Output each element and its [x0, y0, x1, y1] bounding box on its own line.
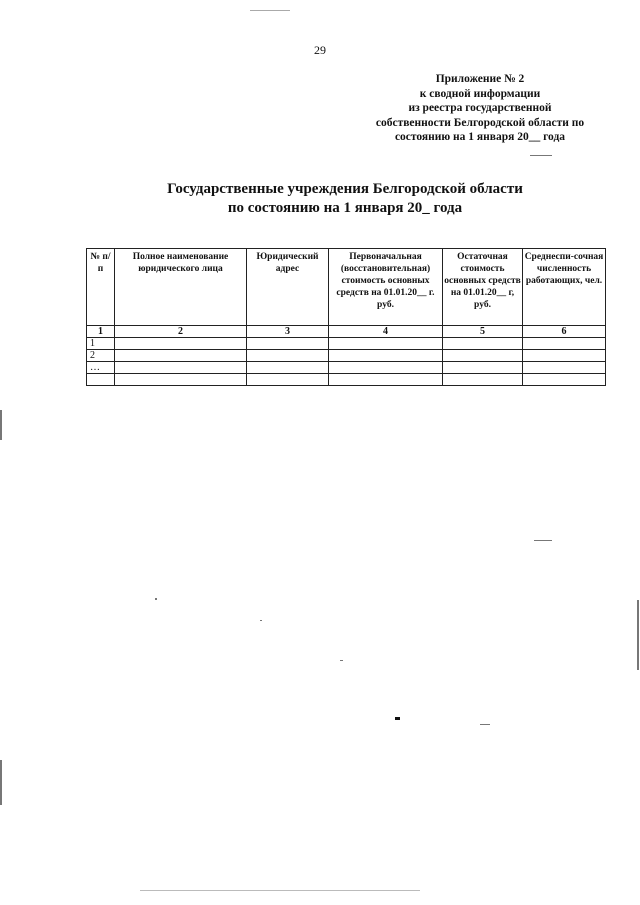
scan-speck: [250, 10, 290, 11]
appendix-line: состоянию на 1 января 20__ года: [394, 131, 566, 143]
table-cell: [247, 362, 329, 374]
column-number: 3: [247, 326, 329, 338]
table-cell: [115, 374, 247, 386]
table-cell: [329, 338, 443, 350]
appendix-heading: [330, 72, 630, 145]
table-cell: [523, 374, 606, 386]
table-cell: [115, 350, 247, 362]
column-number: 1: [87, 326, 115, 338]
page-number: 29: [314, 43, 326, 57]
table-cell: [443, 362, 523, 374]
table-row: [87, 350, 606, 362]
scan-speck: [395, 717, 400, 720]
table-row: [87, 338, 606, 350]
table-cell: [247, 350, 329, 362]
header-residual-cost: Остаточная стоимость основных средств на 01.01.20__ г, руб.: [443, 249, 523, 326]
scan-speck: [0, 410, 2, 440]
table-cell: [115, 362, 247, 374]
table-cell: [329, 374, 443, 386]
scan-speck: [0, 760, 2, 805]
institutions-table: [86, 248, 606, 386]
table-cell: [443, 374, 523, 386]
column-number: 2: [115, 326, 247, 338]
table-cell: [523, 350, 606, 362]
table-cell: [443, 350, 523, 362]
appendix-line: из реестра государственной: [408, 102, 552, 114]
column-number-row: [87, 326, 606, 338]
table-cell: [87, 374, 115, 386]
table-cell: [115, 338, 247, 350]
appendix-line: к сводной информации: [419, 87, 541, 100]
scan-speck: [340, 660, 343, 661]
column-number: 6: [523, 326, 606, 338]
scan-speck: [155, 598, 157, 600]
table-row: [87, 362, 606, 374]
appendix-line: Приложение № 2: [435, 73, 525, 85]
table-cell: [329, 362, 443, 374]
scan-speck: [480, 724, 490, 725]
appendix-line: собственности Белгородской области по: [375, 116, 585, 129]
document-title: [0, 180, 640, 218]
table-row: [87, 374, 606, 386]
document-title-line-1: Государственные учреждения Белгородской области: [167, 181, 523, 197]
row-number: 2: [87, 350, 115, 362]
column-number: 4: [329, 326, 443, 338]
header-index: № п/п: [87, 249, 115, 326]
scan-speck: [534, 540, 552, 541]
scan-speck: [530, 155, 552, 156]
table-header-row: [87, 249, 606, 326]
table-cell: [329, 350, 443, 362]
header-initial-cost: Первоначальная (восстановительная) стоимость основных средств на 01.01.20__ г. руб.: [329, 249, 443, 326]
table-cell: [443, 338, 523, 350]
row-number: 1: [87, 338, 115, 350]
scan-speck: [637, 600, 639, 670]
header-headcount: Среднеспи-сочная численность работающих, чел.: [523, 249, 606, 326]
table-cell: [523, 362, 606, 374]
scan-speck: [140, 890, 420, 891]
table-cell: [523, 338, 606, 350]
header-legal-address: Юридический адрес: [247, 249, 329, 326]
table-cell: [247, 374, 329, 386]
document-title-line-2: по состоянию на 1 января 20_ года: [227, 200, 463, 216]
column-number: 5: [443, 326, 523, 338]
header-full-name: Полное наименование юридического лица: [115, 249, 247, 326]
row-number: …: [87, 362, 115, 374]
scan-speck: [260, 620, 262, 621]
table-cell: [247, 338, 329, 350]
